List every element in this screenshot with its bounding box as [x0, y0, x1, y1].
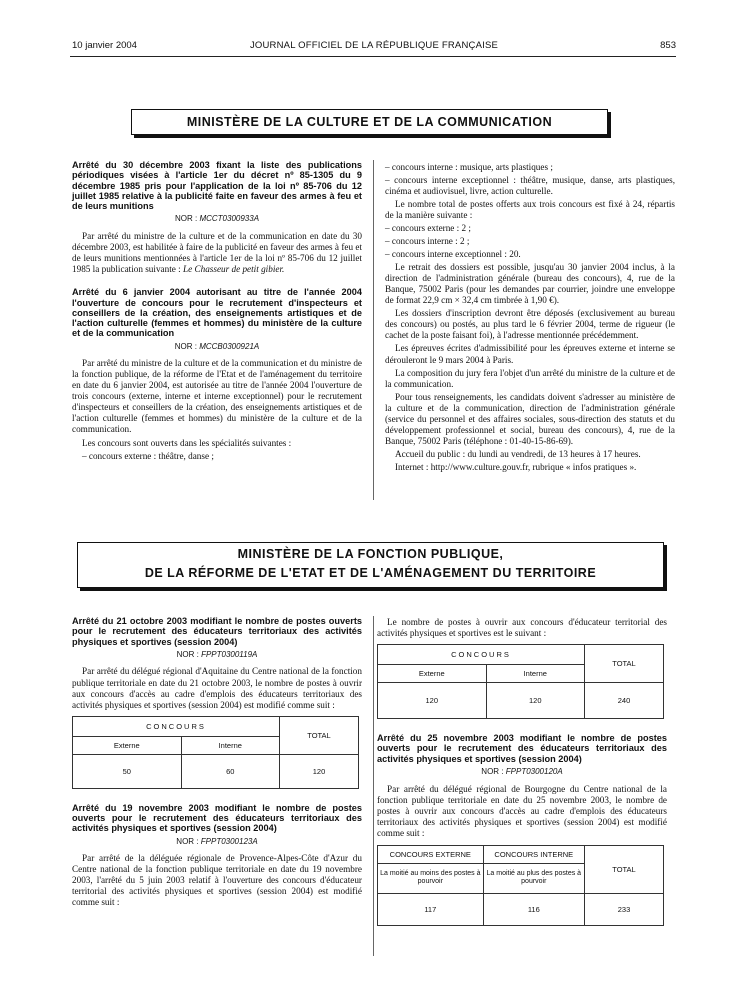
table-total-header: TOTAL [280, 716, 359, 754]
nor-reference: NOR : FPPT0300119A [176, 649, 258, 659]
postes-table [377, 644, 664, 719]
table-cell: 240 [585, 683, 664, 719]
arrete-paragraph: Internet : http://www.culture.gouv.fr, rubrique « infos pratiques ». [395, 461, 637, 472]
nor-reference: NOR : MCCB0300921A [174, 341, 260, 351]
arrete-title: Arrêté du 21 octobre 2003 modifiant le nombre de postes ouverts pour le recrutement des éducateurs territoriaux des activités physiques et sportives (session 2004) [72, 616, 362, 647]
table-cell: 50 [73, 754, 182, 788]
table-cell: 233 [585, 893, 664, 925]
table-col-header: CONCOURS INTERNE [483, 845, 584, 863]
postes-table [72, 716, 359, 789]
ministry-culture-heading [131, 109, 608, 135]
arrete-title: Arrêté du 19 novembre 2003 modifiant le nombre de postes ouverts pour le recrutement des éducateurs territoriaux des activités physiques et sportives (session 2004) [72, 802, 362, 834]
nor-reference: NOR : MCCT0300933A [174, 214, 260, 224]
arrete-paragraph: Le nombre total de postes offerts aux trois concours est fixé à 24, répartis de la manière suivante : [385, 199, 675, 221]
postes-table [377, 845, 664, 926]
arrete-paragraph: Le retrait des dossiers est possible, jusqu'au 30 janvier 2004 inclus, à la direction de l'administration générale (bureau des concours), 4, rue de la Banque, 75002 Paris (pour les demandes par courrier, joindre une enveloppe de format 22,9 cm × 32,4 cm timbrée à 1,90 €). [385, 262, 675, 306]
nor-reference: NOR : FPPT0300123A [176, 836, 258, 846]
arrete-list-item: – concours externe : théâtre, danse ; [82, 450, 214, 461]
arrete-list-item: – concours interne exceptionnel : 20. [385, 249, 521, 260]
table-col-header: Interne [486, 665, 584, 683]
arrete-paragraph: Les épreuves écrites d'admissibilité pour les épreuves externe et interne se dérouleront le 9 mars 2004 à Paris. [385, 343, 675, 365]
table-cell: 120 [378, 683, 487, 719]
header-date: 10 janvier 2004 [72, 40, 137, 51]
table-group-header: CONCOURS [73, 716, 280, 736]
table-total-header: TOTAL [585, 645, 664, 683]
arrete-paragraph: Les dossiers d'inscription devront être déposés (exclusivement au bureau des concours) ou postés, au plus tard le 6 février 2004, terme de rigueur (le cachet de la poste faisant foi), à l'adresse mentionnée précédemment. [385, 308, 675, 341]
arrete-paragraph: Les concours sont ouverts dans les spécialités suivantes : [82, 437, 292, 448]
table-subheader: La moitié au moins des postes à pourvoir [378, 863, 484, 893]
arrete-paragraph: Par arrêté du ministre de la culture et de la communication et du ministre de la fonction publique, de la réforme de l'Etat et de l'aménagement du territoire en date du 6 janvier 2004, est autorisée au titre de l'année 2004 l'ouverture de trois concours (externe, interne et interne exceptionnel) pour le recrutement d'inspecteurs et conseillers de la création, des enseignements artistiques et de l'action culturelle (femmes et hommes) du ministère de la culture et de la communication. [72, 358, 362, 435]
table-cell: 120 [280, 754, 359, 788]
ministry-fonction-publique-heading [77, 542, 664, 588]
arrete-title: Arrêté du 6 janvier 2004 autorisant au titre de l'année 2004 l'ouverture de concours pour le recrutement d'inspecteurs et conseillers de la création, des enseignements artistiques et de l'action culturelle (femmes et hommes) du ministère de la culture et de la communication [72, 287, 362, 339]
table-col-header: Externe [378, 665, 487, 683]
arrete-title: Arrêté du 30 décembre 2003 fixant la liste des publications périodiques visées à l'article 1er du décret nº 85-1305 du 9 décembre 1985 pris pour l'application de la loi nº 85-706 du 12 juillet 1985 relative à la publicité faite en faveur des armes à feu et de leurs munitions [72, 160, 362, 212]
arrete-list-item: – concours interne exceptionnel : théâtre, musique, danse, arts plastiques, cinéma et audiovisuel, livre, action culturelle. [385, 175, 675, 197]
arrete-title: Arrêté du 25 novembre 2003 modifiant le nombre de postes ouverts pour le recrutement des éducateurs territoriaux des activités physiques et sportives (session 2004) [377, 733, 667, 764]
ministry-fonction-title-line2: DE LA RÉFORME DE L'ETAT ET DE L'AMÉNAGEMENT DU TERRITOIRE [144, 566, 597, 580]
table-subheader: La moitié au plus des postes à pourvoir [483, 863, 584, 893]
fonction-right-column [377, 617, 667, 926]
header-page-number: 853 [660, 40, 676, 51]
table-cell: 60 [181, 754, 279, 788]
fonction-left-column [72, 616, 362, 910]
arrete-paragraph: La composition du jury fera l'objet d'un arrêté du ministre de la culture et de la communication. [385, 367, 675, 389]
arrete-list-item: – concours interne : 2 ; [385, 236, 470, 247]
table-col-header: Externe [73, 736, 182, 754]
table-cell: 116 [483, 893, 584, 925]
header-journal-title: JOURNAL OFFICIEL DE LA RÉPUBLIQUE FRANÇAISE [249, 40, 499, 51]
table-col-header: CONCOURS EXTERNE [378, 845, 484, 863]
table-cell: 120 [486, 683, 584, 719]
arrete-paragraph: Accueil du public : du lundi au vendredi, de 13 heures à 17 heures. [395, 448, 641, 459]
culture-left-column [72, 160, 362, 464]
column-divider [373, 616, 374, 956]
arrete-body: Par arrêté du ministre de la culture et de la communication en date du 30 décembre 2003, est habilitée à faire de la publicité en faveur des armes à feu et de leurs munitions mentionnées à l'article 1er de la loi nº 85-706 du 12 juillet 1985 la publication suivante : Le Chasseur de petit gibier. [72, 231, 362, 275]
table-total-header: TOTAL [585, 845, 664, 893]
arrete-paragraph: Le nombre de postes à ouvrir aux concours d'éducateur territorial des activités physiques et sportives est le suivant : [377, 617, 667, 639]
table-cell: 117 [378, 893, 484, 925]
ministry-fonction-title-line1: MINISTÈRE DE LA FONCTION PUBLIQUE, [237, 547, 504, 561]
ministry-culture-title: MINISTÈRE DE LA CULTURE ET DE LA COMMUNICATION [186, 115, 553, 129]
running-header [72, 40, 676, 54]
arrete-list-item: – concours externe : 2 ; [385, 223, 471, 234]
arrete-body: Par arrêté de la déléguée régionale de Provence-Alpes-Côte d'Azur du Centre national de la fonction publique territoriale en date du 19 novembre 2003, l'arrêté du 5 juin 2003 relatif à l'ouverture des concours d'éducateur territorial des activités physiques et sportives (session 2004) est modifié comme suit : [72, 853, 362, 908]
culture-right-column [385, 162, 675, 475]
arrete-paragraph: Pour tous renseignements, les candidats doivent s'adresser au ministère de la culture et de la communication, direction de l'administration générale (service du personnel et des affaires sociales, sous-direction des statuts et du développement professionnel et social, bureau des concours), 4, rue de la Banque, 75002 Paris (téléphone : 01-40-15-86-69). [385, 391, 675, 446]
column-divider [373, 160, 374, 500]
arrete-list-item: – concours interne : musique, arts plastiques ; [385, 162, 553, 172]
nor-reference: NOR : FPPT0300120A [481, 766, 563, 776]
header-rule [70, 56, 676, 57]
table-col-header: Interne [181, 736, 279, 754]
arrete-body: Par arrêté du délégué régional de Bourgogne du Centre national de la fonction publique territoriale en date du 25 novembre 2003, le nombre de postes à ouvrir aux concours d'accès au cadre d'emplois des éducateurs territoriaux des activités physiques et sportives (session 2004) est modifié comme suit : [377, 783, 667, 838]
arrete-body: Par arrêté du délégué régional d'Aquitaine du Centre national de la fonction publique territoriale en date du 21 octobre 2003, le nombre de postes à ouvrir aux concours d'accès au cadre d'emplois des éducateurs territoriaux des activités physiques et sportives (session 2004) est modifié comme suit : [72, 666, 362, 710]
table-group-header: CONCOURS [378, 645, 585, 665]
